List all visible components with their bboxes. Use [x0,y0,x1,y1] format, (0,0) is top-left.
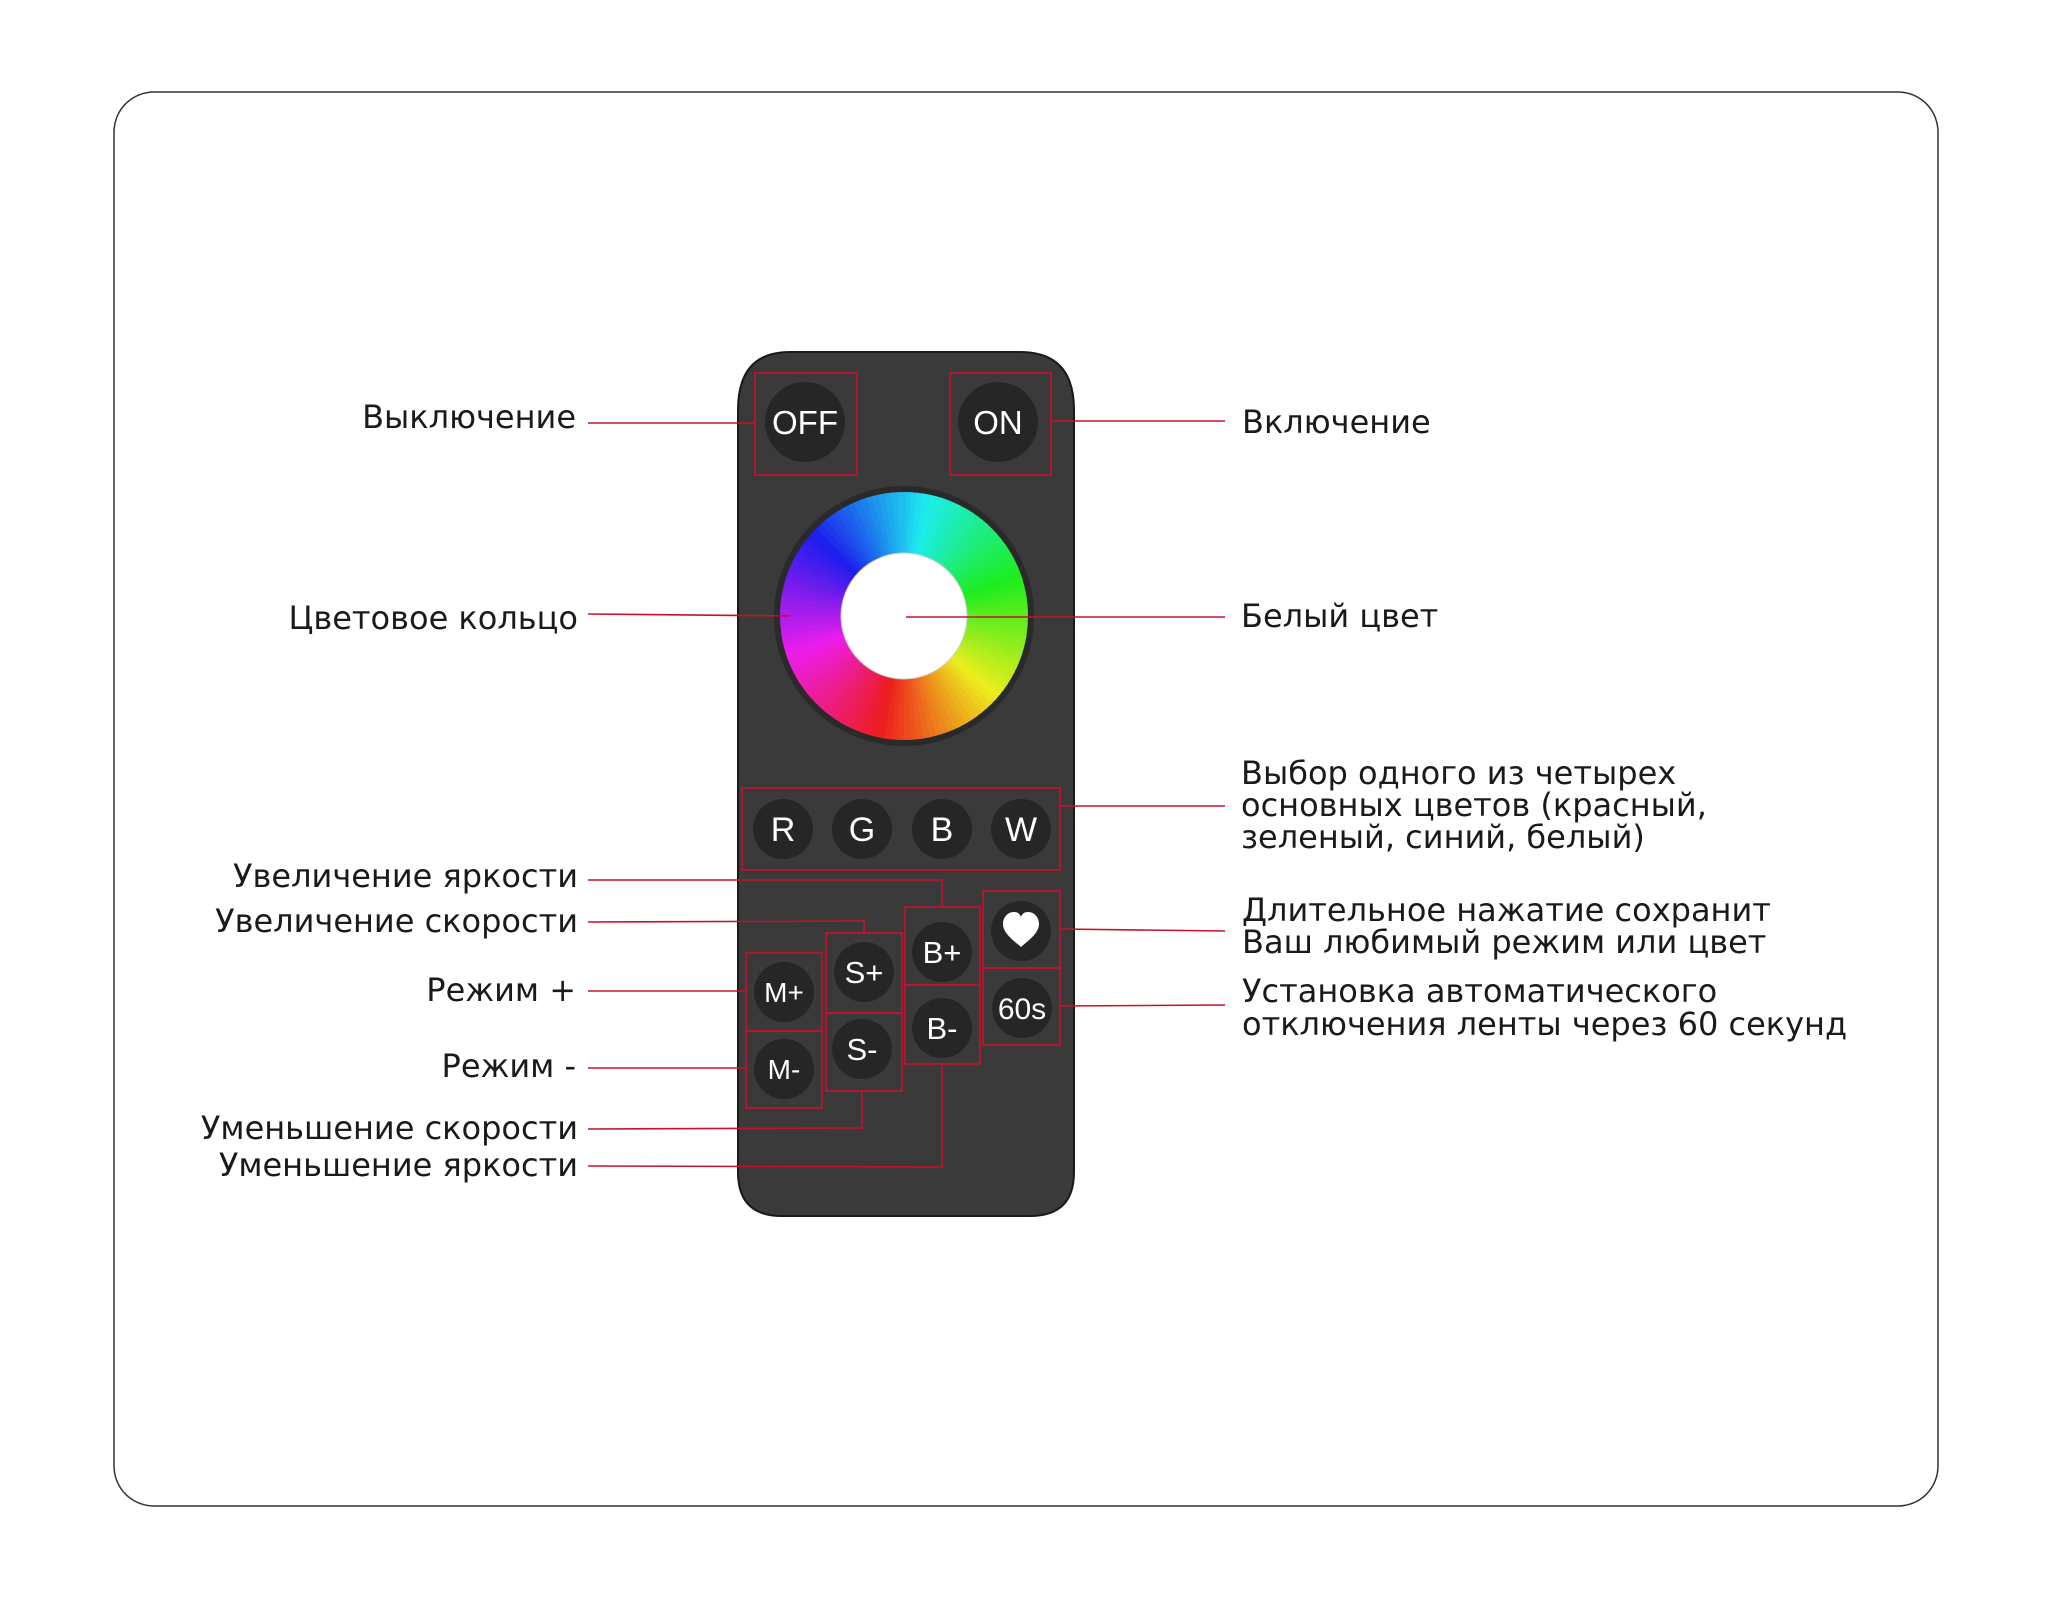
w-button-label: W [1004,811,1038,849]
on-button[interactable] [958,382,1038,462]
speed-up-button[interactable] [834,942,894,1002]
timer-leader-line [1060,1005,1225,1006]
favorite-label-line2: Ваш любимый режим или цвет [1242,923,1767,961]
brightness-down-button[interactable] [912,998,972,1058]
white-label: Белый цвет [1241,597,1439,635]
off-button-label: OFF [772,404,838,441]
mode-up-text: Режим + [426,971,576,1009]
mode-up-button[interactable] [754,962,814,1022]
on-label: Включение [1242,403,1431,441]
rgbw-label-line1: Выбор одного из четырех [1241,754,1677,792]
brightness-up-button[interactable] [912,922,972,982]
mode-down-label: M- [767,1054,801,1085]
rgbw-label-line3: зеленый, синий, белый) [1241,818,1645,856]
speed-up-label: S+ [844,955,884,990]
favorite-label-line1: Длительное нажатие сохранит [1242,891,1771,929]
mode-down-button[interactable] [754,1039,814,1099]
rgbw-label-line2: основных цветов (красный, [1241,786,1707,824]
on-button-label: ON [973,404,1023,441]
w-button[interactable] [991,799,1051,859]
favorite-button[interactable] [991,901,1051,961]
timer-button[interactable] [992,978,1052,1038]
speed-down-text: Уменьшение скорости [200,1109,578,1147]
mode-down-text: Режим - [441,1047,576,1085]
b-button[interactable] [912,799,972,859]
r-button-label: R [770,811,796,849]
g-button[interactable] [832,799,892,859]
mode-up-label: M+ [764,977,804,1008]
off-label: Выключение [362,398,576,436]
brightness-down-text: Уменьшение яркости [218,1146,578,1184]
white-color-button[interactable] [841,553,967,679]
speed-down-label: S- [846,1032,878,1067]
favorite-leader-line [1060,929,1225,931]
off-button[interactable] [765,382,845,462]
timer-label-line2: отключения ленты через 60 секунд [1242,1005,1848,1043]
timer-button-label: 60s [997,993,1047,1026]
timer-label-line1: Установка автоматического [1242,972,1718,1010]
g-button-label: G [848,811,876,849]
speed-up-text: Увеличение скорости [215,902,578,940]
b-button-label: B [930,811,954,849]
brightness-up-text: Увеличение яркости [233,857,578,895]
brightness-up-label: B+ [922,935,962,970]
r-button[interactable] [753,799,813,859]
speed-down-button[interactable] [832,1019,892,1079]
brightness-down-label: B- [926,1011,958,1046]
color-ring-label: Цветовое кольцо [288,599,578,637]
